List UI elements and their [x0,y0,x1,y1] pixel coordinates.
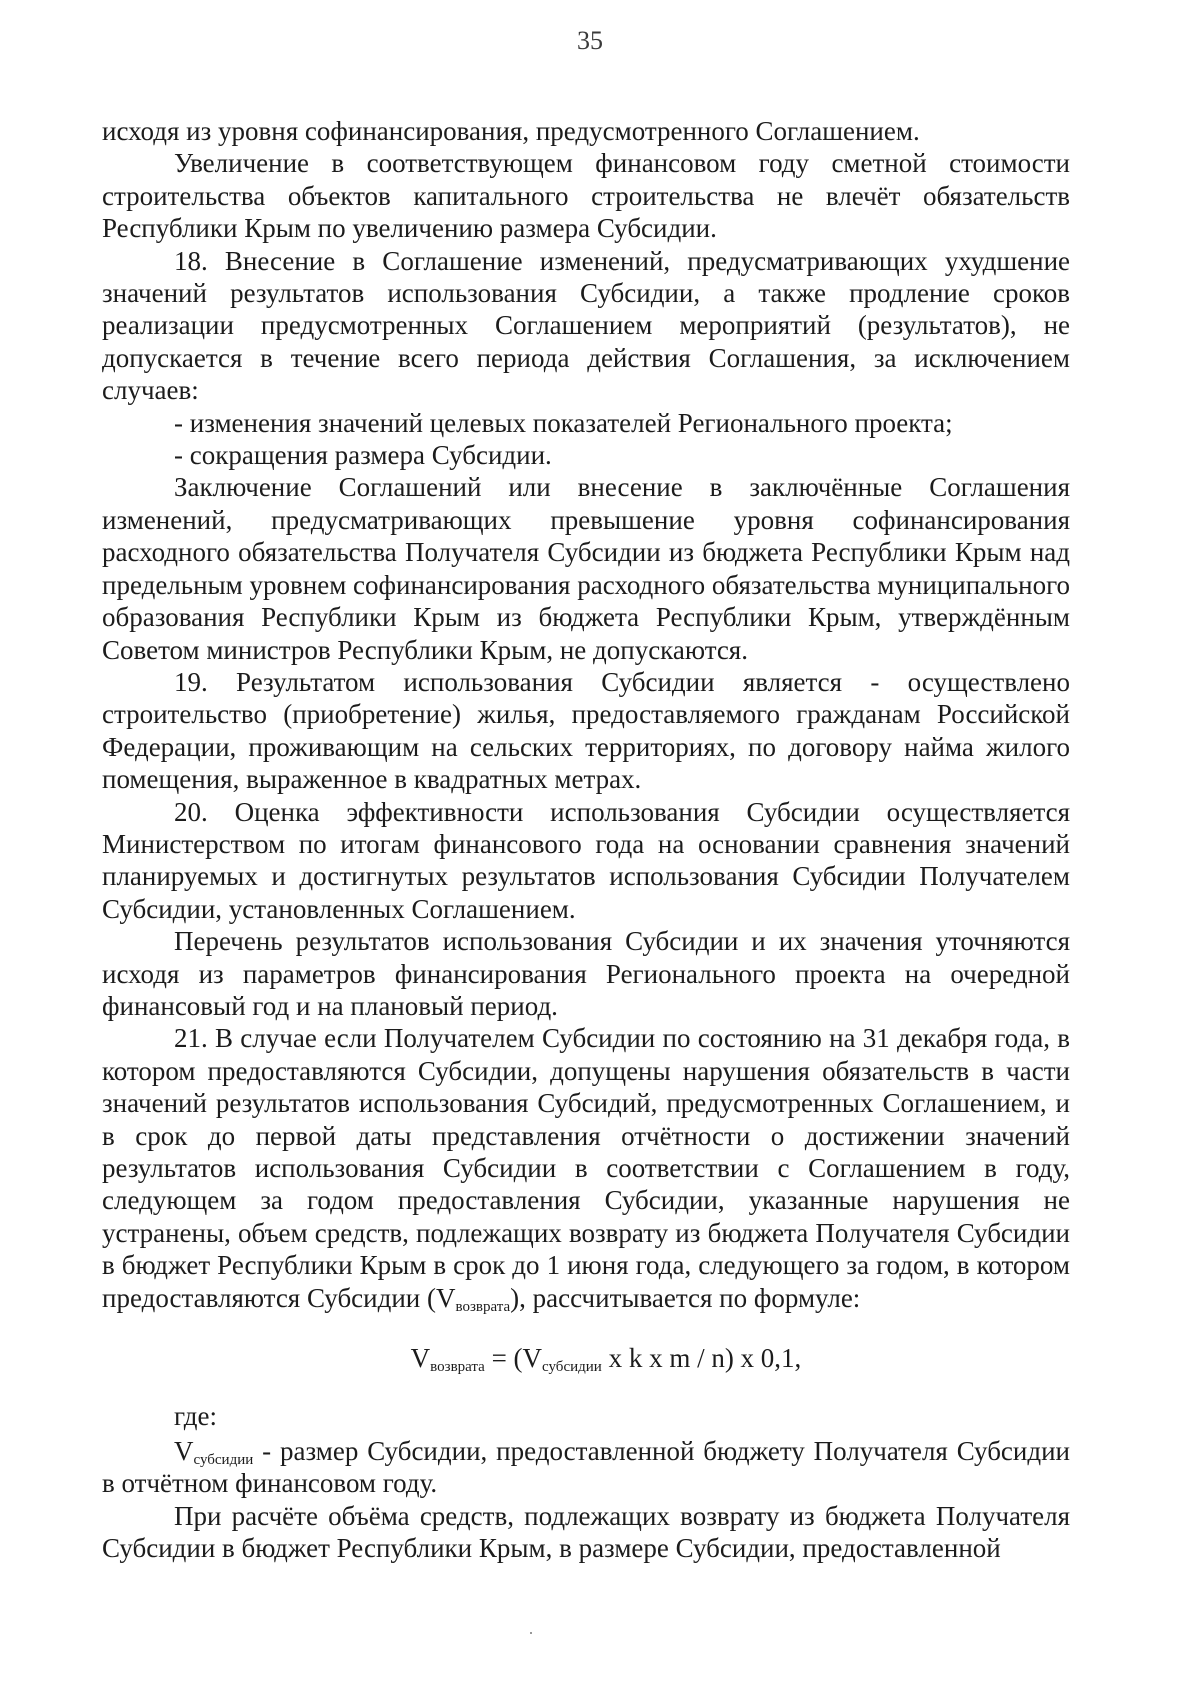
scan-speck [530,1632,532,1634]
paragraph: исходя из уровня софинансирования, предусмотренного Соглашением. [102,116,920,146]
paragraph-19: 19. Результатом использования Субсидии является - осуществлено строительство (приобретение) жилья, предоставляемого гражданам Российской Федерации, проживающим на сельских территориях, по договору найма жилого помещения, выраженное в квадратных метрах. [102,666,1070,795]
paragraph-18: 18. Внесение в Соглашение изменений, предусматривающих ухудшение значений результатов использования Субсидии, а также продление сроков реализации предусмотренных Соглашением мероприятий (результатов), не допускается в течение всего периода действия Соглашения, за исключением случаев: [102,245,1070,406]
formula [102,1342,1070,1374]
paragraph-21 [102,1022,1070,1314]
formula-expression: x k x m / n) x 0,1, [601,1343,802,1374]
subscript: возврата [455,1298,511,1315]
subscript: субсидии [542,1359,602,1376]
paragraph: Заключение Соглашений или внесение в заключённые Соглашения изменений, предусматривающих превышение уровня софинансирования расходного обязательства Получателя Субсидии из бюджета Республики Крым над предельным уровнем софинансирования расходного обязательства муниципального образования Республики Крым из бюджета Республики Крым, утверждённым Советом министров Республики Крым, не допускаются. [102,472,1070,665]
formula-operator: = (V [484,1343,543,1374]
page-number: 35 [577,26,603,55]
paragraph: Перечень результатов использования Субсидии и их значения уточняются исходя из параметров финансирования Регионального проекта на очередной финансовый год и на плановый период. [102,926,1070,1021]
paragraph: Увеличение в соответствующем финансовом году сметной стоимости строительства объектов капитального строительства не влечёт обязательств Республики Крым по увеличению размера Субсидии. [102,148,1070,244]
paragraph-20: 20. Оценка эффективности использования Субсидии осуществляется Министерством по итогам финансового года на основании сравнения значений планируемых и достигнутых результатов использования Субсидии Получателем Субсидии, установленных Соглашением. [102,796,1070,924]
paragraph-text: 21. В случае если Получателем Субсидии по состоянию на 31 декабря года, в котором предоставляются Субсидии, допущены нарушения обязательств в части значений результатов использования Субсидий, предусмотренных Соглашением, и в срок до первой даты представления отчётности о достижении значений результатов использования Субсидии в соответствии с Соглашением в году, следующем за годом предоставления Субсидии, указанные нарушения не устранены, объем средств, подлежащих возврату из бюджета Получателя Субсидии в бюджет Республики Крым в срок до 1 июня года, следующего за годом, в котором предоставляются Субсидии (V [102,1023,1070,1313]
definition-paragraph [102,1435,1070,1500]
subscript: возврата [430,1359,485,1376]
where-label: где: [174,1401,217,1432]
document-body [102,115,1070,1564]
paragraph: При расчёте объёма средств, подлежащих возврату из бюджета Получателя Субсидии в бюджет Республики Крым, в размере Субсидии, предоставленной [102,1500,1070,1564]
subscript: субсидии [193,1451,254,1468]
paragraph-text: ), рассчитывается по формуле: [510,1282,861,1313]
paragraph-text: - размер Субсидии, предоставленной бюджету Получателя Субсидии в отчётном финансовом году. [102,1435,1070,1499]
formula-variable: V [174,1435,194,1466]
list-item: - изменения значений целевых показателей Регионального проекта; [174,407,953,438]
formula-variable: V [410,1343,431,1374]
list-item: - сокращения размера Субсидии. [174,440,552,471]
